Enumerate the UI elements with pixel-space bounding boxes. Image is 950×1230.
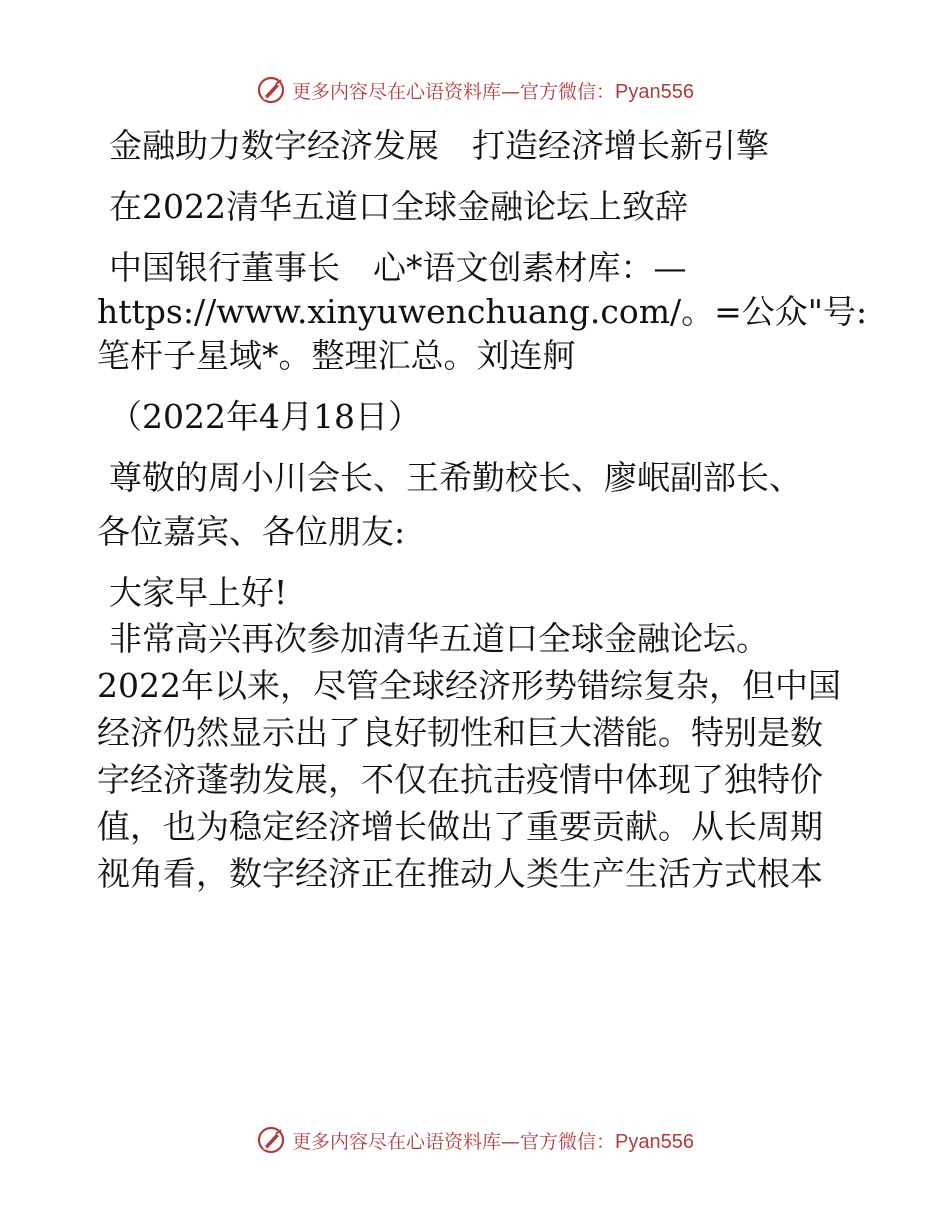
quill-logo-icon (256, 75, 286, 105)
watermark-text: 更多内容尽在心语资料库—官方微信：Pyan556 (292, 80, 694, 103)
body-line: 2022年以来，尽管全球经济形势错综复杂，但中国 (97, 666, 841, 705)
body-paragraph (97, 615, 857, 897)
document-subtitle: 在2022清华五道口全球金融论坛上致辞 (109, 187, 688, 226)
body-line: 视角看，数字经济正在推动人类生产生活方式根本 (97, 854, 823, 893)
body-line: 字经济蓬勃发展，不仅在抗击疫情中体现了独特价 (97, 760, 823, 799)
salutation-line-1: 尊敬的周小川会长、王希勤校长、廖岷副部长、 (109, 458, 802, 497)
body-line: 经济仍然显示出了良好韧性和巨大潜能。特别是数 (97, 713, 823, 752)
author-line-3: 笔杆子星域*。整理汇总。刘连舸 (97, 336, 576, 375)
quill-logo-icon (256, 1125, 286, 1155)
salutation-line-2: 各位嘉宾、各位朋友: (97, 512, 406, 551)
document-title: 金融助力数字经济发展 打造经济增长新引擎 (109, 126, 769, 165)
speech-date: （2022年4月18日） (109, 397, 421, 436)
header-watermark (0, 70, 950, 110)
footer-watermark (0, 1120, 950, 1160)
document-body (97, 124, 868, 897)
body-line: 值，也为稳定经济增长做出了重要贡献。从长周期 (97, 807, 823, 846)
body-line: 非常高兴再次参加清华五道口全球金融论坛。 (109, 619, 769, 658)
watermark-text: 更多内容尽在心语资料库—官方微信：Pyan556 (292, 1130, 694, 1153)
author-line-1: 中国银行董事长 心*语文创素材库：— (109, 248, 687, 287)
author-line-2: https://www.xinyuwenchuang.com/。=公众"号: (97, 292, 868, 331)
greeting: 大家早上好! (109, 573, 288, 612)
